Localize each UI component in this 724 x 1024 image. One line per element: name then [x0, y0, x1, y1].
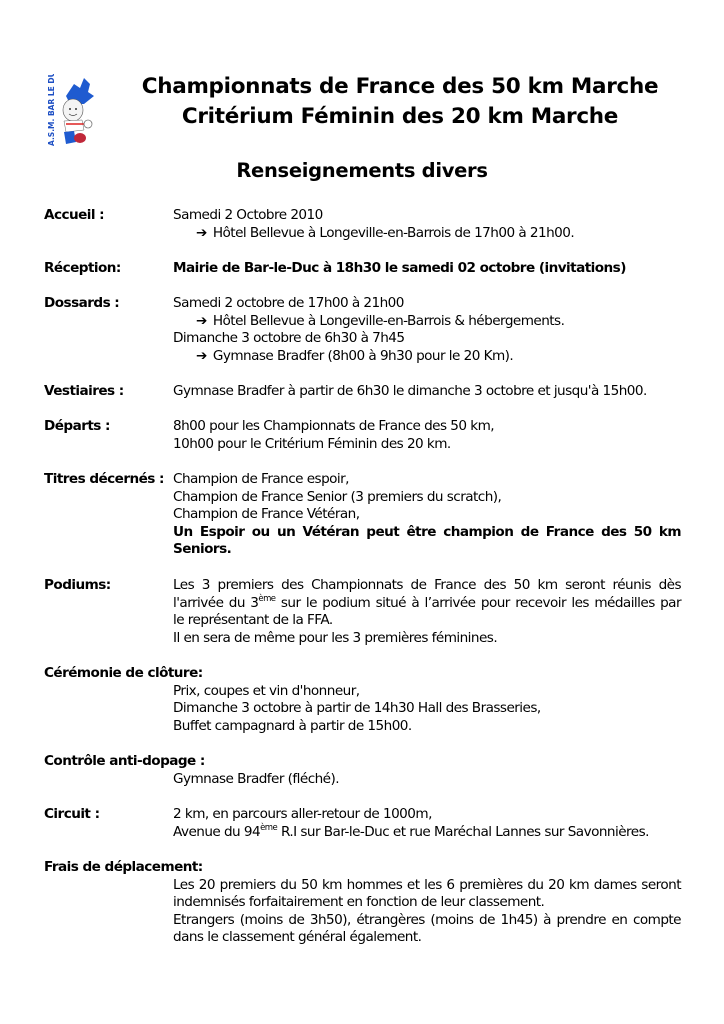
section-vestiaires	[44, 383, 684, 401]
section-label: Réception:	[44, 260, 121, 276]
section-text: Seniors.	[173, 541, 232, 557]
section-text: Un Espoir ou un Vétéran peut être champion de France des 50 km	[173, 523, 681, 540]
section-dossards	[44, 295, 684, 365]
section-label: Podiums:	[44, 577, 111, 593]
section-text: Il en sera de même pour les 3 premières féminines.	[173, 629, 498, 646]
section-podiums	[44, 577, 684, 647]
section-text: Avenue du 94ème R.I sur Bar-le-Duc et rue Maréchal Lannes sur Savonnières.	[173, 822, 649, 840]
section-text: Hôtel Bellevue à Longeville-en-Barrois de 17h00 à 21h00.	[212, 224, 575, 241]
section-text: l'arrivée du 3ème sur le podium situé à l’arrivée pour recevoir les médailles par	[173, 593, 681, 611]
section-text: indemnisés forfaitairement en fonction de leur classement.	[173, 894, 545, 910]
section-text: Prix, coupes et vin d'honneur,	[173, 682, 360, 699]
section-text: Champion de France espoir,	[173, 471, 349, 487]
section-ceremonie	[44, 665, 684, 735]
section-text: Champion de France Senior (3 premiers du scratch),	[173, 488, 502, 505]
section-text: Dimanche 3 octobre à partir de 14h30 Hall des Brasseries,	[173, 700, 541, 716]
section-text: Gymnase Bradfer à partir de 6h30 le dimanche 3 octobre et jusqu'à 15h00.	[173, 383, 647, 399]
section-reception	[44, 260, 684, 278]
title-line-1: Championnats de France des 50 km Marche	[141, 74, 659, 99]
section-text: Hôtel Bellevue à Longeville-en-Barrois & hébergements.	[212, 312, 565, 329]
section-label: Dossards :	[44, 295, 120, 311]
logo-text: A.S.M. BAR LE DUC	[47, 74, 56, 146]
arrow-right-icon: ➔	[196, 312, 207, 329]
section-departs	[44, 418, 684, 453]
section-text: Gymnase Bradfer (8h00 à 9h30 pour le 20 Km).	[212, 347, 514, 364]
section-text: Les 20 premiers du 50 km hommes et les 6 premières du 20 km dames seront	[173, 876, 681, 893]
mascot-logo-icon	[44, 74, 96, 148]
section-text: Samedi 2 Octobre 2010	[173, 207, 323, 223]
document-subtitle: Renseignements divers	[236, 159, 488, 182]
section-titres	[44, 471, 684, 559]
section-label: Départs :	[44, 418, 110, 434]
title-line-2: Critérium Féminin des 20 km Marche	[181, 104, 619, 129]
arrow-right-icon: ➔	[196, 347, 207, 364]
section-accueil	[44, 207, 684, 242]
section-circuit	[44, 806, 684, 841]
arrow-right-icon: ➔	[196, 224, 207, 241]
section-text: le représentant de la FFA.	[173, 612, 333, 628]
section-controle	[44, 753, 684, 788]
section-text: Les 3 premiers des Championnats de France des 50 km seront réunis dès	[173, 577, 681, 593]
section-text: dans le classement général également.	[173, 929, 422, 945]
section-label: Contrôle anti-dopage :	[44, 753, 205, 769]
section-text: Dimanche 3 octobre de 6h30 à 7h45	[173, 330, 405, 346]
section-text: Mairie de Bar-le-Duc à 18h30 le samedi 02 octobre (invitations)	[173, 260, 626, 276]
section-frais	[44, 859, 684, 947]
section-text: Samedi 2 octobre de 17h00 à 21h00	[173, 295, 404, 311]
section-text: 10h00 pour le Critérium Féminin des 20 km.	[173, 435, 451, 452]
club-logo	[44, 74, 96, 148]
section-label: Accueil :	[44, 207, 105, 223]
document-title	[120, 72, 680, 132]
section-text: 8h00 pour les Championnats de France des 50 km,	[173, 418, 495, 434]
section-label: Titres décernés :	[44, 471, 164, 487]
section-text: Gymnase Bradfer (fléché).	[173, 770, 340, 787]
section-text: 2 km, en parcours aller-retour de 1000m,	[173, 806, 432, 822]
section-label: Vestiaires :	[44, 383, 124, 399]
section-text: Etrangers (moins de 3h50), étrangères (moins de 1h45) à prendre en compte	[173, 911, 681, 928]
section-label: Cérémonie de clôture:	[44, 665, 203, 681]
section-text: Buffet campagnard à partir de 15h00.	[173, 717, 412, 734]
section-label: Frais de déplacement:	[44, 859, 203, 875]
section-label: Circuit :	[44, 806, 100, 822]
section-text: Champion de France Vétéran,	[173, 506, 360, 522]
